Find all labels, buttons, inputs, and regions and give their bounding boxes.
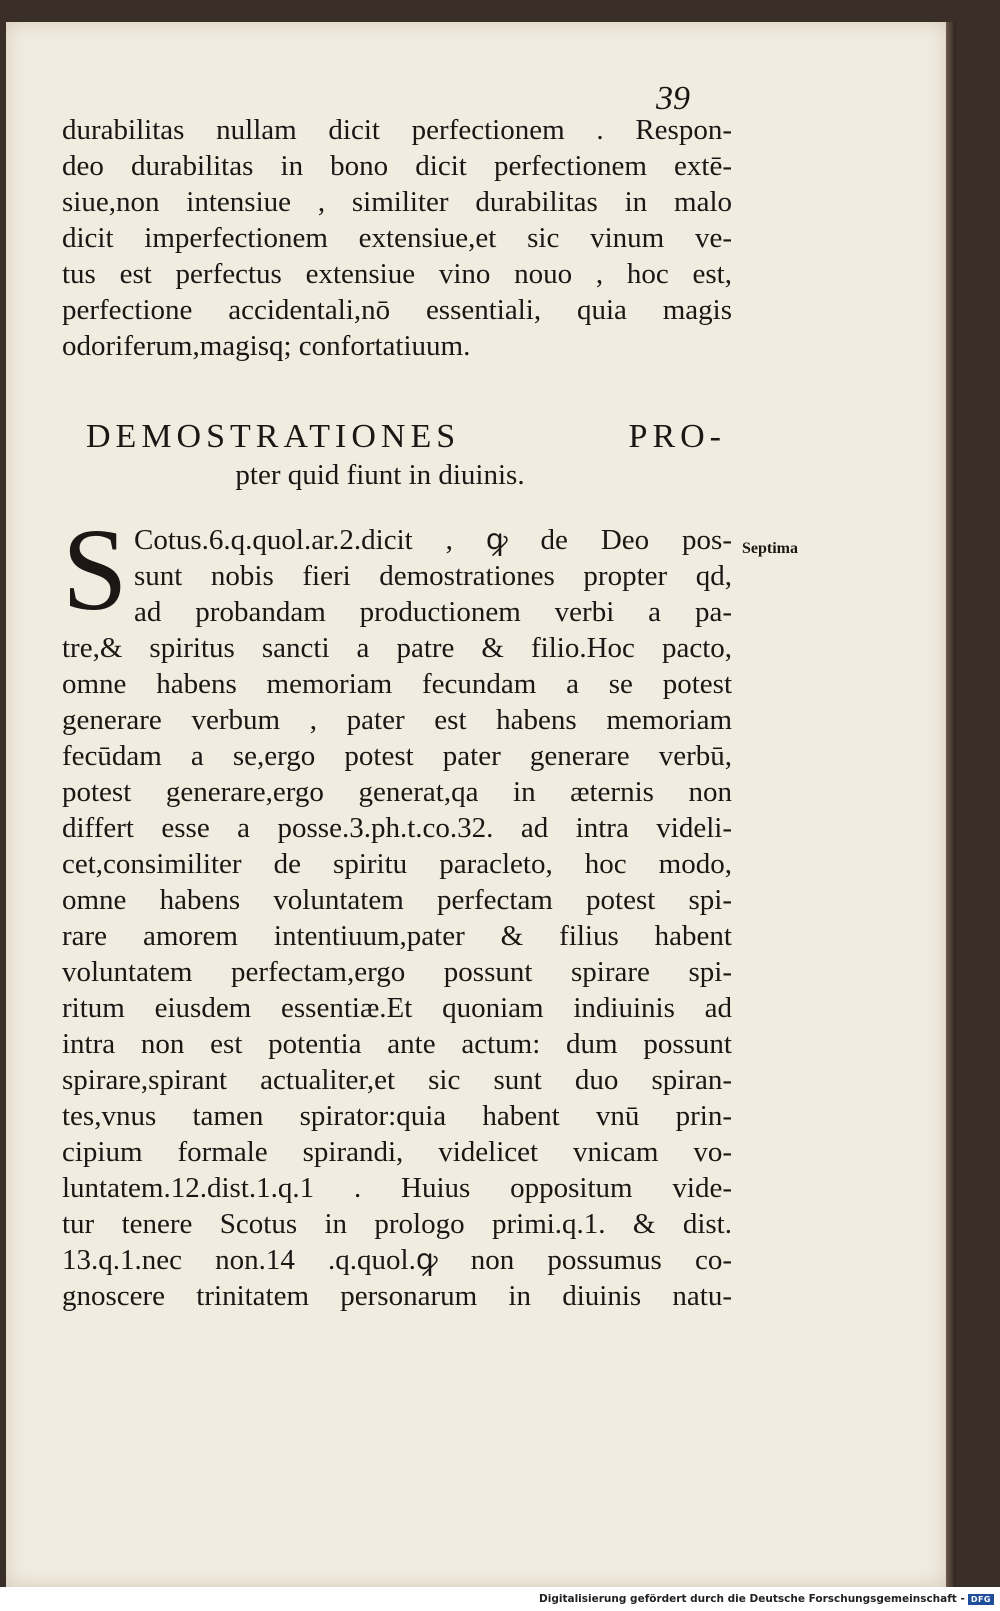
text-line: potest generare,ergo generat,qa in æternis non [62, 776, 732, 808]
text-line: gnoscere trinitatem personarum in diuinis natu- [62, 1280, 732, 1312]
text-line: differt esse a posse.3.ph.t.co.32. ad intra videli- [62, 812, 732, 844]
marginal-note: Septima [742, 540, 798, 557]
text-line: dicit imperfectionem extensiue,et sic vinum ve- [62, 222, 732, 254]
text-line: ritum eiusdem essentiæ.Et quoniam indiuinis ad [62, 992, 732, 1024]
text-line: durabilitas nullam dicit perfectionem . Respon- [62, 114, 732, 146]
text-line: ad probandam productionem verbi a pa- [134, 596, 732, 628]
text-line: sunt nobis fieri demostrationes propter qd, [134, 560, 732, 592]
section-heading: DEMOSTRATIONES PRO- [86, 418, 726, 455]
footer-credit [539, 1593, 994, 1605]
text-line: tre,& spiritus sancti a patre & filio.Hoc pacto, [62, 632, 732, 664]
text-line: generare verbum , pater est habens memoriam [62, 704, 732, 736]
text-line: intra non est potentia ante actum: dum possunt [62, 1028, 732, 1060]
footer-text: Digitalisierung gefördert durch die Deutsche Forschungsgemeinschaft - [539, 1593, 965, 1605]
text-line: perfectione accidentali,nō essentiali, quia magis [62, 294, 732, 326]
text-line: omne habens voluntatem perfectam potest spi- [62, 884, 732, 916]
text-line: tus est perfectus extensiue vino nouo , hoc est, [62, 258, 732, 290]
page-number: 39 [656, 80, 690, 117]
text-line: Cotus.6.q.quol.ar.2.dicit , ꝙ de Deo pos- [134, 524, 732, 556]
text-line: rare amorem intentiuum,pater & filius habent [62, 920, 732, 952]
text-line: cet,consimiliter de spiritu paracleto, hoc modo, [62, 848, 732, 880]
dfg-logo: DFG [968, 1594, 994, 1605]
drop-cap: S [62, 504, 128, 635]
text-line: voluntatem perfectam,ergo possunt spirare spi- [62, 956, 732, 988]
text-line: luntatem.12.dist.1.q.1 . Huius oppositum vide- [62, 1172, 732, 1204]
text-line: fecūdam a se,ergo potest pater generare verbū, [62, 740, 732, 772]
text-line: 13.q.1.nec non.14 .q.quol.ꝙ non possumus co- [62, 1244, 732, 1276]
text-line: tes,vnus tamen spirator:quia habent vnū prin- [62, 1100, 732, 1132]
text-line: deo durabilitas in bono dicit perfectionem extē- [62, 150, 732, 182]
page-edge [946, 22, 956, 1587]
text-line: tur tenere Scotus in prologo primi.q.1. & dist. [62, 1208, 732, 1240]
text-line: spirare,spirant actualiter,et sic sunt duo spiran- [62, 1064, 732, 1096]
section-subheading: pter quid fiunt in diuinis. [235, 459, 525, 491]
text-line: cipium formale spirandi, videlicet vnicam vo- [62, 1136, 732, 1168]
text-line: siue,non intensiue , similiter durabilitas in malo [62, 186, 732, 218]
text-line: omne habens memoriam fecundam a se potest [62, 668, 732, 700]
text-line: odoriferum,magisq; confortatiuum. [62, 330, 471, 362]
